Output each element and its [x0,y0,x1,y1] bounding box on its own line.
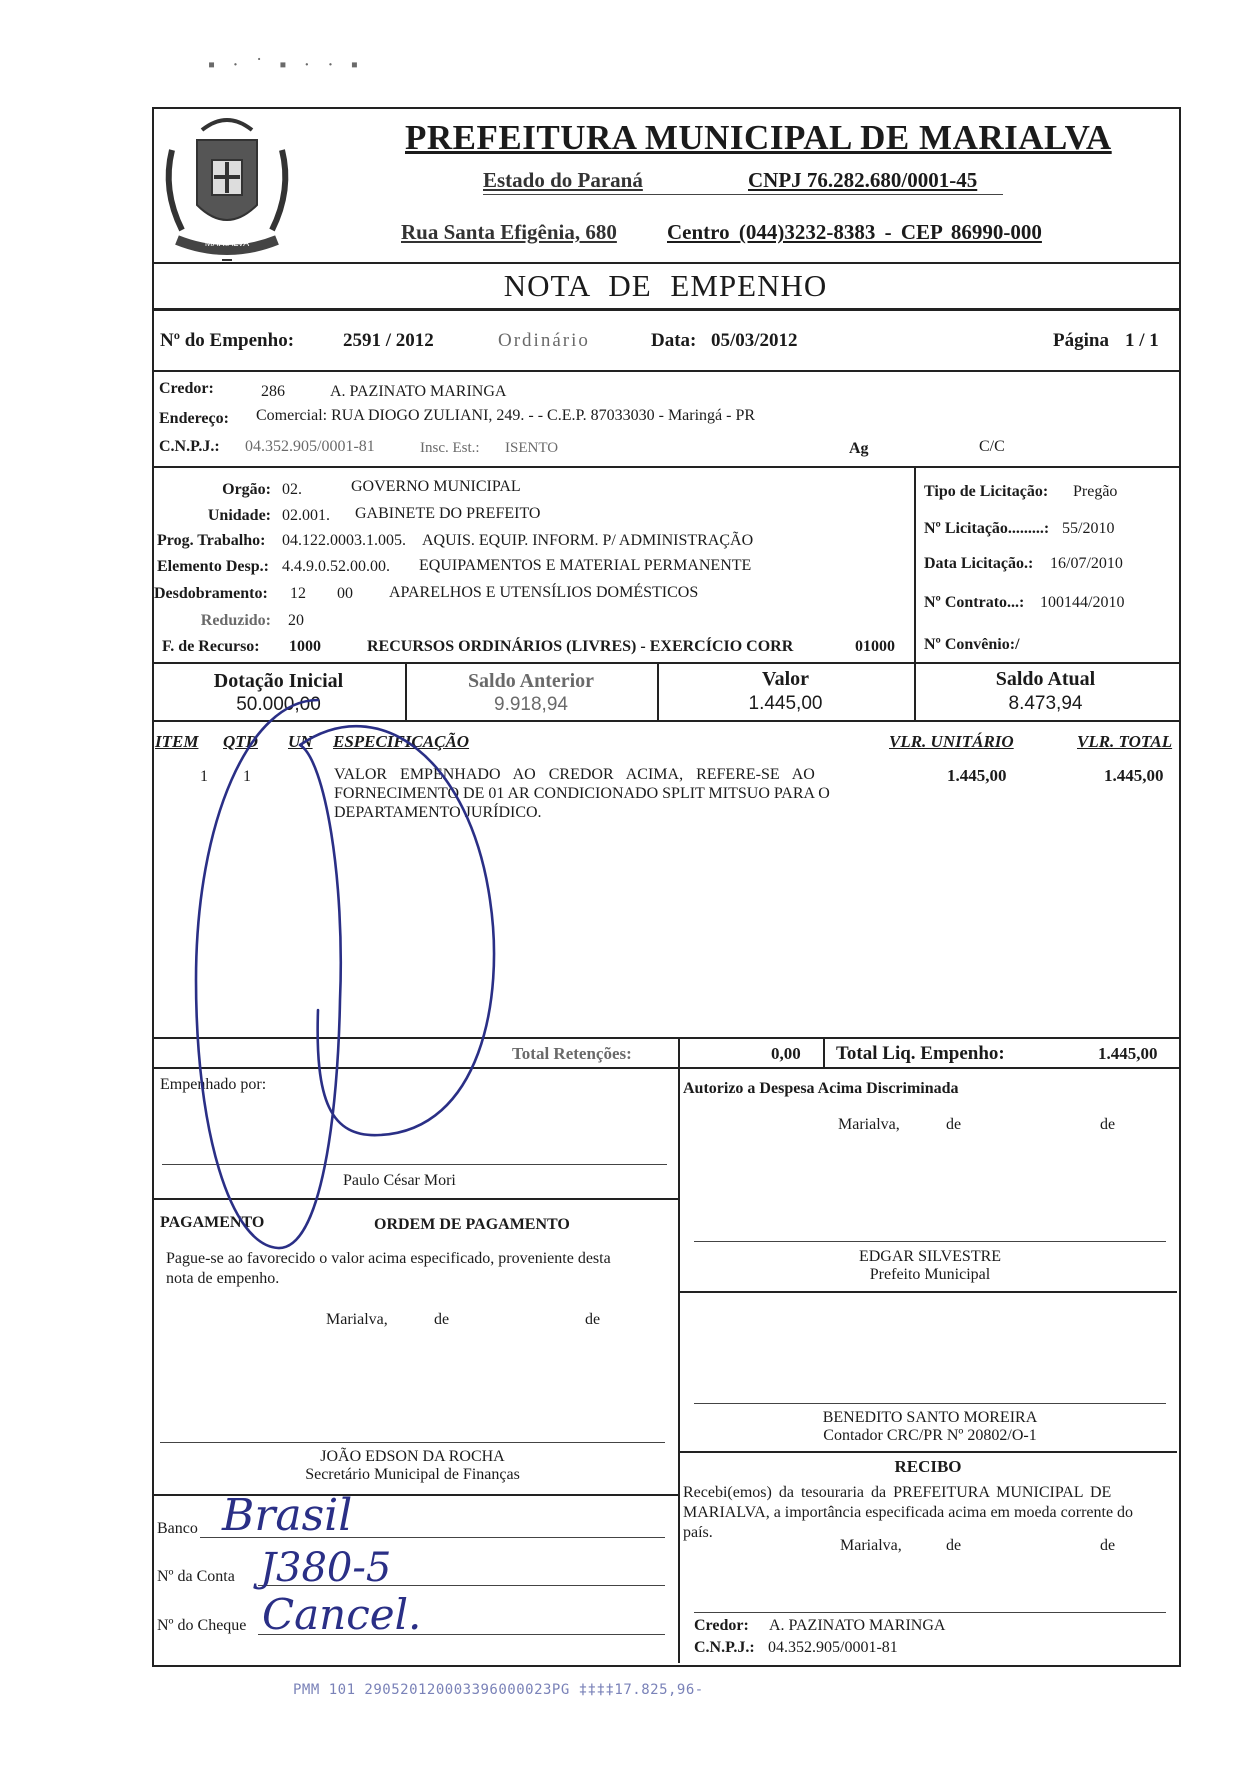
contador-name: BENEDITO SANTO MOREIRA [822,1409,1038,1426]
cc-label: C/C [979,438,1005,455]
recibo-text-3: país. [683,1524,713,1541]
unidade-name: GABINETE DO PREFEITO [355,505,541,522]
unidade-label: Unidade: [207,507,271,524]
credor-name: A. PAZINATO MARINGA [330,383,507,400]
municipality-title: PREFEITURA MUNICIPAL DE MARIALVA [405,118,1112,157]
district-phone-cep: Centro (044)3232-8383 - CEP 86990-000 [667,220,1042,244]
desdobramento-label: Desdobramento: [154,585,268,602]
reduzido-label: Reduzido: [200,612,271,629]
row-item: 1 [200,768,208,785]
col-qtd: QTD [223,732,258,751]
col-item: ITEM [155,732,199,751]
reduzido-value: 20 [288,612,304,629]
saldo-anterior-value: 9.918,94 [494,694,568,715]
unidade-code: 02.001. [282,507,330,524]
banco-label: Banco [157,1520,198,1537]
recibo-credor-name: A. PAZINATO MARINGA [769,1617,946,1634]
recurso-sub: 01000 [855,638,895,655]
recibo-de-2: de [1100,1537,1116,1554]
total-liq-value: 1.445,00 [1098,1044,1158,1063]
recibo-de-1: de [946,1537,962,1554]
empenhado-label: Empenhado por: [160,1076,267,1093]
recibo-cnpj-label: C.N.P.J.: [694,1639,755,1656]
valor-label: Valor [761,668,810,690]
col-vlr-unitario: VLR. UNITÁRIO [889,732,1014,751]
licitacao-date: 16/07/2010 [1050,555,1123,572]
ordem-pagamento-label: ORDEM DE PAGAMENTO [374,1216,570,1233]
credor-label: Credor: [159,380,214,397]
saldo-anterior-label: Saldo Anterior [467,670,595,692]
orgao-name: GOVERNO MUNICIPAL [351,478,521,495]
conta-label: Nº da Conta [157,1568,235,1585]
col-un: UN [288,732,313,751]
licitacao-date-label: Data Licitação.: [924,555,1034,572]
banco-handwritten: Brasil [222,1490,353,1541]
contrato-label: Nº Contrato...: [924,594,1025,611]
prog-label: Prog. Trabalho: [157,532,266,549]
saldo-atual-label: Saldo Atual [995,668,1096,690]
retencoes-label: Total Retenções: [512,1044,632,1063]
recurso-name: RECURSOS ORDINÁRIOS (LIVRES) - EXERCÍCIO CORR [367,638,794,655]
dotacao-label: Dotação Inicial [213,670,344,692]
page-number: 1 / 1 [1125,330,1159,351]
retencoes-value: 0,00 [771,1044,801,1063]
row-desc-line2: FORNECIMENTO DE 01 AR CONDICIONADO SPLIT MITSUO PARA O [334,785,830,802]
row-qtd: 1 [243,768,251,785]
valor-value: 1.445,00 [748,693,823,714]
credor-ie: ISENTO [505,440,559,456]
empenho-type: Ordinário [498,330,590,351]
row-desc-line3: DEPARTAMENTO JURÍDICO. [334,804,542,821]
saldo-atual-value: 8.473,94 [1008,693,1083,714]
col-especificacao: ESPECIFICAÇÃO [333,732,470,751]
conta-handwritten: J380-5 [260,1545,392,1591]
autorizo-de-2: de [1100,1116,1116,1133]
pague-text-1: Pague-se ao favorecido o valor acima especificado, proveniente desta [166,1250,611,1267]
autorizo-city: Marialva, [838,1116,900,1133]
recibo-text-1: Recebi(emos) da tesouraria da PREFEITURA MUNICIPAL DE [683,1484,1112,1501]
empenho-label: Nº do Empenho: [160,330,295,351]
bank-stamp: PMM 101 290520120003396000023PG ‡‡‡‡17.825,96- [293,1682,704,1698]
elemento-label: Elemento Desp.: [157,558,269,575]
row-total-value: 1.445,00 [1104,766,1164,785]
credor-code: 286 [261,383,285,400]
convenio-label: Nº Convênio:/ [924,636,1020,653]
pague-text-2: nota de empenho. [166,1270,280,1287]
empenho-date: 05/03/2012 [711,330,798,351]
prog-name: AQUIS. EQUIP. INFORM. P/ ADMINISTRAÇÃO [422,532,754,549]
cheque-label: Nº do Cheque [157,1617,247,1634]
recibo-cnpj: 04.352.905/0001-81 [768,1639,898,1656]
dotacao-value: 50.000,00 [236,694,321,715]
desdobramento-name: APARELHOS E UTENSÍLIOS DOMÉSTICOS [389,584,699,601]
prefeito-name: EDGAR SILVESTRE [858,1248,1002,1265]
autorizo-de-1: de [946,1116,962,1133]
credor-cnpj: 04.352.905/0001-81 [245,438,375,455]
recibo-title: RECIBO [894,1457,962,1476]
ag-label: Ag [849,440,869,457]
orgao-code: 02. [282,481,302,498]
ie-label: Insc. Est.: [420,440,480,456]
pague-de-1: de [434,1311,450,1328]
recurso-label: F. de Recurso: [162,638,260,655]
tipo-licitacao-value: Pregão [1073,483,1118,500]
empenho-number: 2591 / 2012 [343,330,434,351]
secretario-name: JOÃO EDSON DA ROCHA [320,1448,505,1465]
desdobramento-sub: 00 [337,585,353,602]
total-liq-label: Total Liq. Empenho: [836,1043,1005,1064]
elemento-code: 4.4.9.0.52.00.00. [282,558,390,575]
secretario-role: Secretário Municipal de Finanças [305,1466,520,1483]
cnpj-label: C.N.P.J.: [159,438,220,455]
pagamento-label: PAGAMENTO [160,1214,265,1231]
desdobramento-code: 12 [290,585,306,602]
address-label: Endereço: [159,410,229,427]
row-unit-value: 1.445,00 [947,766,1007,785]
prog-code: 04.122.0003.1.005. [282,532,406,549]
street-address: Rua Santa Efigênia, 680 [401,220,617,244]
svg-text:MARIALVA: MARIALVA [204,238,250,248]
scan-marks: ▪ · ˙ ▪ · · ▪ [208,54,364,76]
prefeito-role: Prefeito Municipal [869,1266,991,1283]
cheque-handwritten: Cancel. [262,1590,422,1639]
pague-de-2: de [585,1311,601,1328]
row-desc-line1: VALOR EMPENHADO AO CREDOR ACIMA, REFERE-SE AO [334,766,815,783]
cnpj-header: CNPJ 76.282.680/0001-45 [748,168,978,192]
recibo-credor-label: Credor: [694,1617,749,1634]
pague-city: Marialva, [326,1311,388,1328]
orgao-label: Orgão: [222,481,271,498]
credor-address: Comercial: RUA DIOGO ZULIANI, 249. - - C.E.P. 87033030 - Maringá - PR [256,407,756,424]
elemento-name: EQUIPAMENTOS E MATERIAL PERMANENTE [419,557,752,574]
recurso-code: 1000 [289,638,321,655]
contador-role: Contador CRC/PR Nº 20802/O-1 [823,1427,1037,1444]
licitacao-number: 55/2010 [1062,520,1115,537]
date-label: Data: [651,330,697,351]
page-label: Página [1053,330,1109,351]
recibo-text-2: MARIALVA, a importância especificada acima em moeda corrente do [683,1504,1134,1521]
document-title: NOTA DE EMPENHO [503,268,828,303]
contrato-number: 100144/2010 [1040,594,1125,611]
recibo-city: Marialva, [840,1537,902,1554]
col-vlr-total: VLR. TOTAL [1077,732,1173,751]
empenhado-name: Paulo César Mori [343,1172,456,1189]
state-name: Estado do Paraná [483,168,643,192]
licitacao-number-label: Nº Licitação.........: [924,520,1050,537]
autorizo-label: Autorizo a Despesa Acima Discriminada [683,1080,959,1097]
tipo-licitacao-label: Tipo de Licitação: [924,483,1049,500]
